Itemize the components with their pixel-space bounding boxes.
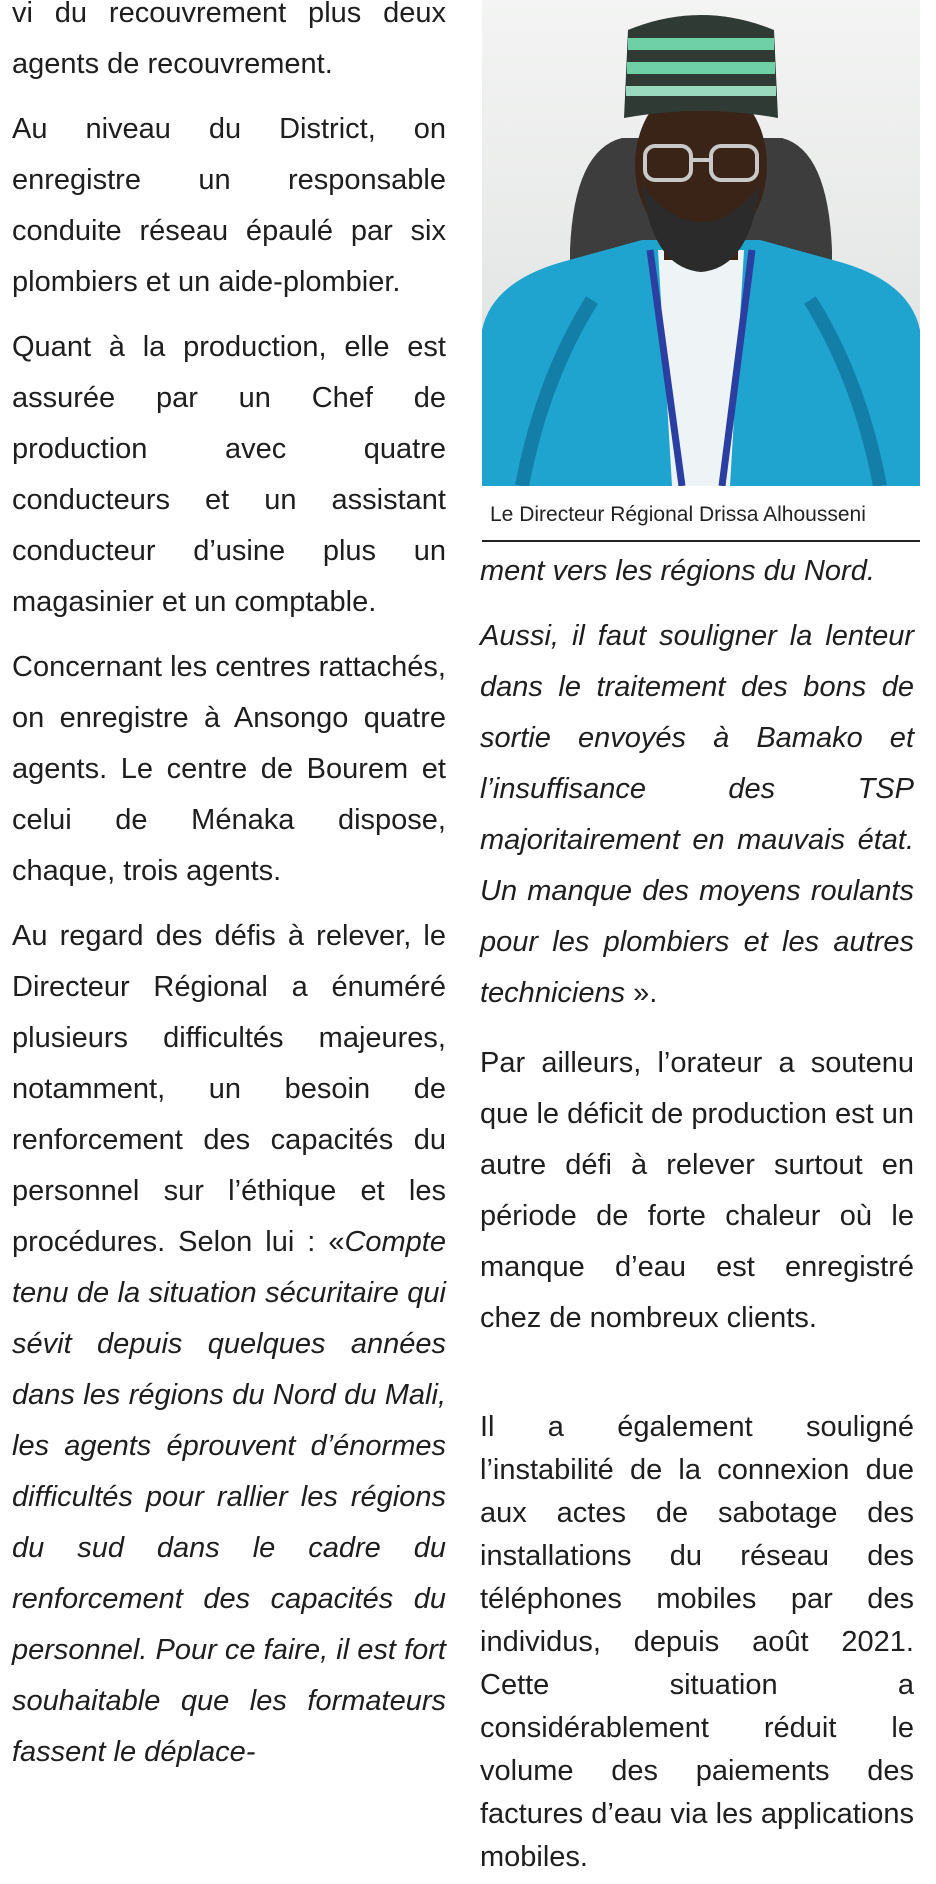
- quote-close: ».: [625, 977, 658, 1009]
- photo-caption: Le Directeur Régional Drissa Alhousseni: [490, 503, 866, 526]
- quote-paragraph: [480, 611, 914, 1019]
- quote-text: Compte tenu de la situation sécuritaire qui sévit depuis quelques années dans les régions du Nord du Mali, les agents éprouvent d’énormes difficultés pour rallier les régions du sud dans le cadre du renforcement des capacités du personnel. Pour ce faire, il est fort souhaitable que les formateurs fassent le déplace-: [12, 1226, 446, 1768]
- caption-divider: [482, 540, 920, 542]
- paragraph-text: Au regard des défis à relever, le Directeur Régional a énuméré plusieurs difficultés majeures, notamment, un besoin de renforcement des capacités du personnel sur l’éthique et les procédures. Selon lui : «: [12, 920, 446, 1258]
- right-column-paragraph: [480, 1038, 914, 1344]
- paragraph: Par ailleurs, l’orateur a soutenu que le déficit de production est un autre défi à relever surtout en période de forte chaleur où le manque d’eau est enregistré chez de nombreux clients.: [480, 1047, 914, 1334]
- director-photo: [482, 0, 920, 486]
- paragraph: [12, 911, 446, 1778]
- quote-text: Aussi, il faut souligner la lenteur dans le traitement des bons de sortie envoyés à Bamako et l’insuffisance des TSP majoritairement en mauvais état. Un manque des moyens roulants pour les plombiers et les autres techniciens: [480, 620, 914, 1009]
- right-column-paragraph: [480, 1406, 914, 1879]
- paragraph: Au niveau du District, on enregistre un responsable conduite réseau épaulé par six plombiers et un aide-plombier.: [12, 113, 446, 298]
- paragraph: Concernant les centres rattachés, on enregistre à Ansongo quatre agents. Le centre de Bourem et celui de Ménaka dispose, chaque, trois agents.: [12, 651, 446, 887]
- paragraph: Quant à la production, elle est assurée par un Chef de production avec quatre conducteurs et un assistant conducteur d’usine plus un magasinier et un comptable.: [12, 331, 446, 618]
- quote-text: ment vers les régions du Nord.: [480, 555, 875, 587]
- portrait-illustration: [482, 0, 920, 486]
- right-column-quote: [480, 546, 914, 1019]
- paragraph: vi du recouvrement plus deux agents de recouvrement.: [12, 0, 446, 80]
- left-column: [12, 0, 446, 1778]
- paragraph: Il a également souligné l’instabilité de la connexion due aux actes de sabotage des installations du réseau des téléphones mobiles par des individus, depuis août 2021. Cette situation a considérablement réduit le volume des paiements des factures d’eau via les applications mobiles.: [480, 1411, 914, 1873]
